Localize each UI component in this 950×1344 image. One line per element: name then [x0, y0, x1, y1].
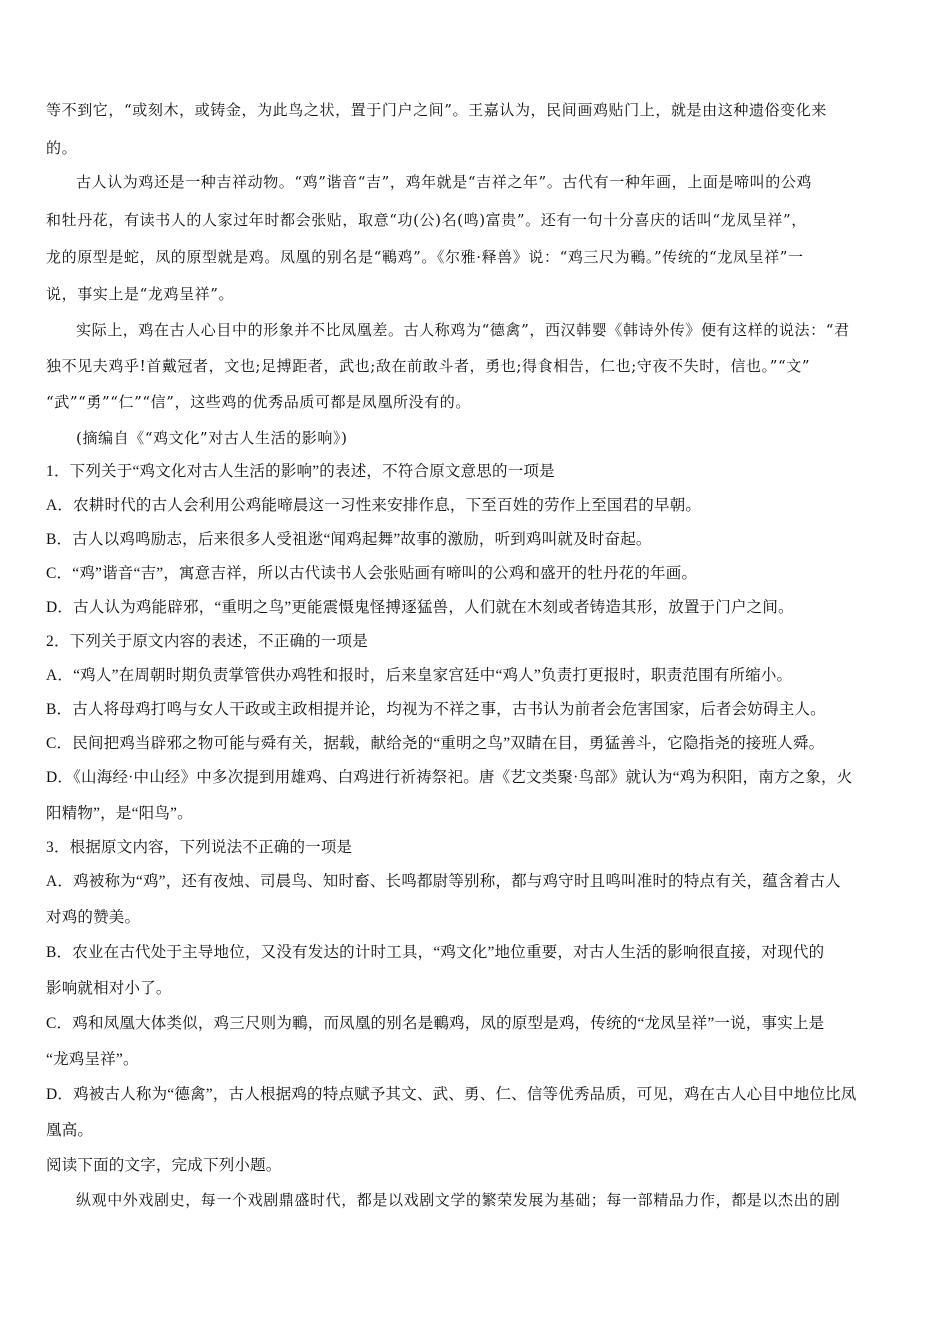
- option-c: C．鸡和凤凰大体类似，鸡三尺则为鶤，而凤凰的别名是鶤鸡，凤的原型是鸡，传统的“龙凤呈祥”一说，事实上是: [46, 1015, 825, 1032]
- option-c: C．民间把鸡当辟邪之物可能与舜有关，据载，献给尧的“重明之鸟”双睛在目，勇猛善斗，它隐指尧的接班人舜。: [46, 735, 825, 752]
- option-a: A．“鸡人”在周朝时期负责掌管供办鸡牲和报时，后来皇家宫廷中“鸡人”负责打更报时，职责范围有所缩小。: [46, 667, 793, 684]
- option-b-continued: 影响就相对小了。: [46, 980, 172, 997]
- passage-line: 等不到它，“或刻木，或铸金，为此鸟之状，置于门户之间”。王嘉认为，民间画鸡贴门上，就是由这种遗俗变化来: [46, 101, 827, 119]
- passage-line: 龙的原型是蛇，凤的原型就是鸡。凤凰的别名是“鶤鸡”。《尔雅·释兽》说：“鸡三尺为鶤。”传统的“龙凤呈祥”一: [46, 248, 804, 266]
- question-stem: 1．下列关于“鸡文化对古人生活的影响”的表述，不符合原文意思的一项是: [46, 463, 555, 480]
- question-stem: 3．根据原文内容，下列说法不正确的一项是: [46, 839, 353, 856]
- option-b: B．农业在古代处于主导地位，又没有发达的计时工具，“鸡文化”地位重要，对古人生活的影响很直接，对现代的: [46, 944, 825, 961]
- option-c-continued: “龙鸡呈祥”。: [46, 1051, 139, 1068]
- option-b: B．古人将母鸡打鸣与女人干政或主政相提并论，均视为不祥之事，古书认为前者会危害国家，后者会妨碍主人。: [46, 701, 826, 718]
- passage-line: 说，事实上是“龙鸡呈祥”。: [46, 285, 235, 303]
- passage-line: 古人认为鸡还是一种吉祥动物。“鸡”谐音“吉”，鸡年就是“吉祥之年”。古代有一种年画，上面是啼叫的公鸡: [76, 173, 813, 191]
- option-d: D．《山海经·中山经》中多次提到用雄鸡、白鸡进行祈祷祭祀。唐《艺文类聚·鸟部》就认为“鸡为积阳，南方之象，火: [46, 769, 853, 786]
- passage-line: 独不见夫鸡乎!首戴冠者，文也;足搏距者，武也;敌在前敢斗者，勇也;得食相告，仁也;守夜不失时，信也。”“文”: [46, 357, 811, 375]
- passage-line: 的。: [46, 139, 78, 157]
- passage-line: 纵观中外戏剧史，每一个戏剧鼎盛时代，都是以戏剧文学的繁荣发展为基础；每一部精品力作，都是以杰出的剧: [76, 1191, 841, 1209]
- question-stem: 2．下列关于原文内容的表述，不正确的一项是: [46, 633, 368, 650]
- passage-line: “武”“勇”“仁”“信”，这些鸡的优秀品质可都是凤凰所没有的。: [46, 393, 471, 411]
- passage-source: (摘编自《“鸡文化”对古人生活的影响》): [76, 429, 348, 447]
- passage-line: 和牡丹花，有读书人的人家过年时都会张贴，取意“功(公)名(鸣)富贵”。还有一句十分喜庆的话叫“龙凤呈祥”，: [46, 211, 807, 229]
- option-d-continued: 阳精物”，是“阳鸟”。: [46, 805, 193, 822]
- option-a: A．鸡被称为“鸡”，还有夜烛、司晨鸟、知时畜、长鸣都尉等别称，都与鸡守时且鸣叫准时的特点有关，蕴含着古人: [46, 873, 841, 890]
- option-d: D．鸡被古人称为“德禽”，古人根据鸡的特点赋予其文、武、勇、仁、信等优秀品质，可见，鸡在古人心目中地位比凤: [46, 1086, 857, 1103]
- option-a: A．农耕时代的古人会利用公鸡能啼晨这一习性来安排作息，下至百姓的劳作上至国君的早朝。: [46, 497, 702, 514]
- option-c: C．“鸡”谐音“吉”，寓意吉祥，所以古代读书人会张贴画有啼叫的公鸡和盛开的牡丹花的年画。: [46, 565, 698, 582]
- option-b: B．古人以鸡鸣励志，后来很多人受祖逖“闻鸡起舞”故事的激励，听到鸡叫就及时奋起。: [46, 531, 652, 548]
- option-a-continued: 对鸡的赞美。: [46, 909, 141, 926]
- passage-line: 实际上，鸡在古人心目中的形象并不比凤凰差。古人称鸡为“德禽”，西汉韩婴《韩诗外传》便有这样的说法：“君: [76, 321, 850, 339]
- reading-instruction: 阅读下面的文字，完成下列小题。: [46, 1157, 282, 1174]
- option-d-continued: 凰高。: [46, 1122, 94, 1139]
- option-d: D．古人认为鸡能辟邪，“重明之鸟”更能震慑鬼怪搏逐猛兽，人们就在木刻或者铸造其形，放置于门户之间。: [46, 599, 794, 616]
